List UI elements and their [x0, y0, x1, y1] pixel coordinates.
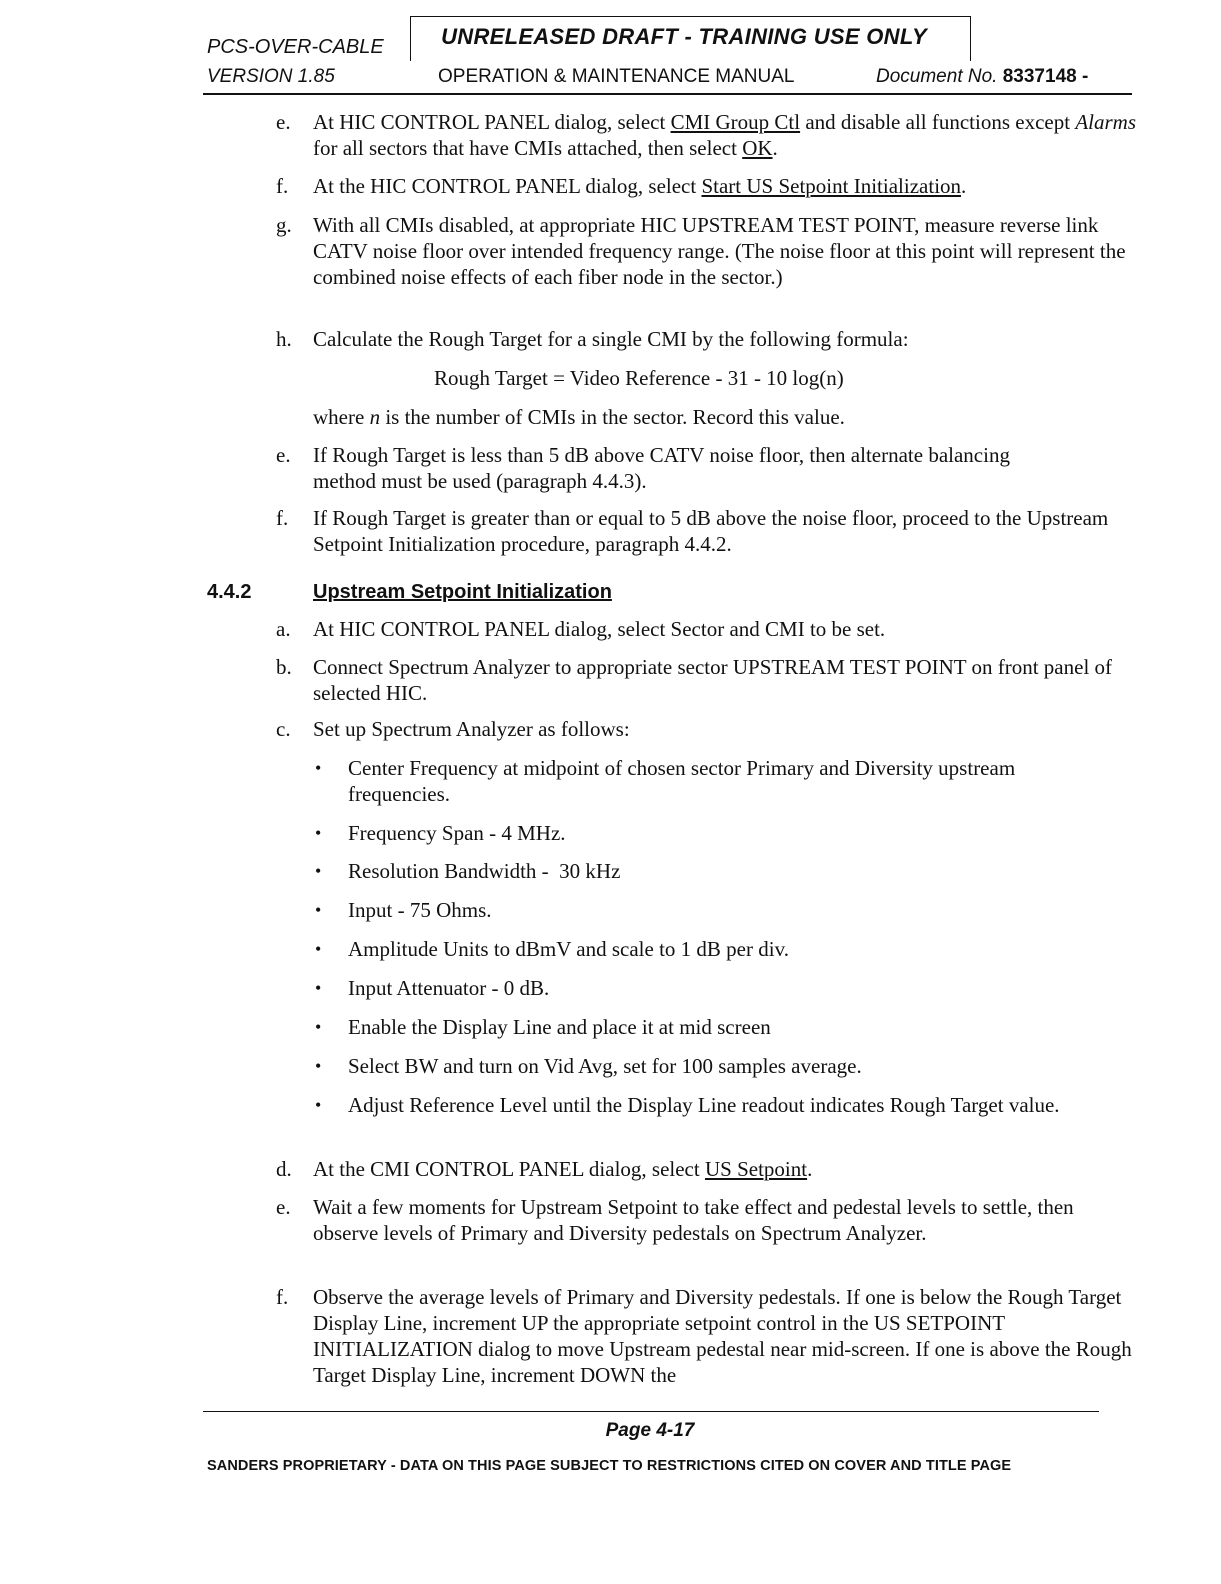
bullet-text: Adjust Reference Level until the Display Line readout indicates Rough Target value.: [348, 1093, 1060, 1117]
formula-where: where n is the number of CMIs in the sector. Record this value.: [313, 405, 845, 429]
bullet-glyph: •: [315, 1056, 322, 1076]
step-letter: f.: [276, 506, 289, 530]
step-letter: f.: [276, 1285, 289, 1309]
bullet-text: Input Attenuator - 0 dB.: [348, 976, 550, 1000]
step-text: At the HIC CONTROL PANEL dialog, select Start US Setpoint Initialization.: [313, 174, 967, 198]
start-us-setpoint-link: Start US Setpoint Initialization: [701, 174, 962, 198]
bullet-glyph: •: [315, 939, 322, 959]
step-text: Set up Spectrum Analyzer as follows:: [313, 717, 630, 741]
step-text: With all CMIs disabled, at appropriate HIC UPSTREAM TEST POINT, measure reverse link CATV noise floor over intended frequency range. (The noise floor at this point will represent the combined noise effects of each fiber node in the sector.): [313, 213, 1126, 289]
bullet-text: Input - 75 Ohms.: [348, 898, 492, 922]
proprietary-notice: SANDERS PROPRIETARY - DATA ON THIS PAGE SUBJECT TO RESTRICTIONS CITED ON COVER AND TITLE PAGE: [207, 1458, 1012, 1474]
ok-link: OK: [742, 136, 773, 160]
header-manual-title: OPERATION & MAINTENANCE MANUAL: [438, 66, 795, 87]
step-letter: e.: [276, 1195, 291, 1219]
bullet-glyph: •: [315, 1017, 322, 1037]
step-letter: e.: [276, 110, 291, 134]
step-text: If Rough Target is less than 5 dB above CATV noise floor, then alternate balancing method must be used (paragraph 4.4.3).: [313, 443, 1010, 493]
bullet-glyph: •: [315, 1095, 322, 1115]
header-version: VERSION 1.85: [207, 66, 335, 87]
doc-label: Document No.: [876, 66, 998, 87]
step-text: Observe the average levels of Primary and Diversity pedestals. If one is below the Rough Target Display Line, increment UP the appropriate setpoint control in the US SETPOINT INITIALIZATION dialog to move Upstream pedestal near mid-screen. If one is above the Rough Target Display Line, increment DOWN the: [313, 1285, 1132, 1387]
step-letter: a.: [276, 617, 291, 641]
header-document-number: [876, 66, 1088, 88]
bullet-glyph: •: [315, 861, 322, 881]
bullet-glyph: •: [315, 900, 322, 920]
page-number: Page 4-17: [605, 1420, 695, 1441]
step-text: Calculate the Rough Target for a single CMI by the following formula:: [313, 327, 909, 351]
step-text: If Rough Target is greater than or equal to 5 dB above the noise floor, proceed to the Upstream Setpoint Initialization procedure, paragraph 4.4.2.: [313, 506, 1109, 556]
bullet-text: Enable the Display Line and place it at mid screen: [348, 1015, 771, 1039]
bullet-text: Center Frequency at midpoint of chosen sector Primary and Diversity upstream frequencies.: [348, 756, 1016, 806]
section-title: Upstream Setpoint Initialization: [313, 581, 612, 603]
step-text: Connect Spectrum Analyzer to appropriate sector UPSTREAM TEST POINT on front panel of selected HIC.: [313, 655, 1113, 705]
step-text: Wait a few moments for Upstream Setpoint to take effect and pedestal levels to settle, then observe levels of Primary and Diversity pedestals on Spectrum Analyzer.: [313, 1195, 1074, 1245]
us-setpoint-link: US Setpoint: [704, 1157, 808, 1181]
bullet-text: Select BW and turn on Vid Avg, set for 100 samples average.: [348, 1054, 862, 1078]
step-letter: h.: [276, 327, 292, 351]
step-letter: e.: [276, 443, 291, 467]
step-text: At HIC CONTROL PANEL dialog, select Sector and CMI to be set.: [313, 617, 886, 641]
step-text: At HIC CONTROL PANEL dialog, select CMI Group Ctl and disable all functions except Alarms for all sectors that have CMIs attached, then select OK.: [313, 110, 1137, 160]
step-letter: d.: [276, 1157, 292, 1181]
rough-target-formula: Rough Target = Video Reference - 31 - 10 log(n): [434, 366, 844, 390]
step-letter: g.: [276, 213, 292, 237]
section-number: 4.4.2: [207, 581, 252, 603]
header-product: PCS-OVER-CABLE: [207, 36, 384, 58]
bullet-text: Frequency Span - 4 MHz.: [348, 821, 566, 845]
bullet-text: Resolution Bandwidth - 30 kHz: [348, 859, 621, 883]
step-letter: b.: [276, 655, 292, 679]
cmi-group-ctl-link: CMI Group Ctl: [670, 110, 801, 134]
doc-number: 8337148 -: [1002, 66, 1089, 87]
bullet-text: Amplitude Units to dBmV and scale to 1 dB per div.: [348, 937, 789, 961]
bullet-glyph: •: [315, 978, 322, 998]
step-text: At the CMI CONTROL PANEL dialog, select US Setpoint.: [313, 1157, 813, 1181]
draft-banner: UNRELEASED DRAFT - TRAINING USE ONLY: [441, 24, 927, 49]
step-letter: f.: [276, 174, 289, 198]
step-letter: c.: [276, 717, 291, 741]
bullet-glyph: •: [315, 758, 322, 778]
footer-rule: [203, 1411, 1099, 1412]
bullet-glyph: •: [315, 823, 322, 843]
header-rule: [203, 93, 1132, 95]
